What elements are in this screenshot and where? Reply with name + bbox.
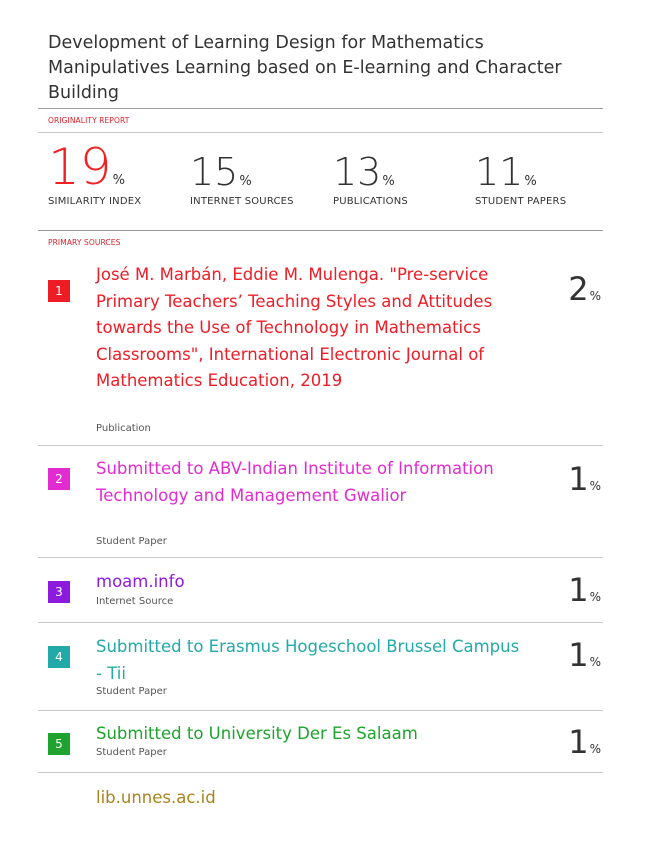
source-percent-value: 1 bbox=[568, 571, 589, 609]
source-type: Student Paper bbox=[96, 747, 167, 758]
stat-similarity-index bbox=[48, 140, 141, 207]
source-percent-value: 2 bbox=[568, 270, 589, 308]
stat-internet-sources bbox=[190, 150, 294, 207]
source-percent bbox=[568, 723, 601, 761]
source-item bbox=[38, 456, 603, 551]
source-divider bbox=[38, 557, 603, 558]
source-percent bbox=[568, 270, 601, 308]
source-number-badge: 5 bbox=[48, 733, 70, 755]
source-item bbox=[38, 262, 603, 442]
source-percent bbox=[568, 571, 601, 609]
similarity-label: SIMILARITY INDEX bbox=[48, 196, 142, 207]
student-papers-label: STUDENT PAPERS bbox=[475, 196, 567, 207]
source-title[interactable]: Submitted to ABV-Indian Institute of Information Technology and Management Gwalior bbox=[96, 459, 494, 505]
similarity-value: 19 bbox=[48, 138, 112, 196]
title-divider bbox=[38, 108, 603, 109]
source-percent bbox=[568, 460, 601, 498]
source-percent-value: 1 bbox=[568, 460, 589, 498]
internet-percent: % bbox=[239, 174, 252, 189]
primary-sources-label: PRIMARY SOURCES bbox=[48, 238, 121, 247]
stats-divider bbox=[38, 230, 603, 231]
source-percent-sign: % bbox=[589, 289, 601, 303]
source-divider bbox=[38, 445, 603, 446]
source-title[interactable]: Submitted to University Der Es Salaam bbox=[96, 724, 418, 743]
source-percent-sign: % bbox=[589, 742, 601, 756]
source-item bbox=[38, 569, 603, 614]
source-divider bbox=[38, 710, 603, 711]
source-divider bbox=[38, 622, 603, 623]
source-item bbox=[38, 721, 603, 766]
source-divider bbox=[38, 772, 603, 773]
stat-publications bbox=[333, 150, 408, 207]
source-number-badge: 1 bbox=[48, 280, 70, 302]
source-percent bbox=[568, 636, 601, 674]
internet-label: INTERNET SOURCES bbox=[190, 196, 294, 207]
document-title: Development of Learning Design for Mathematics Manipulatives Learning based on E-learning and Character Building bbox=[48, 33, 562, 103]
source-title[interactable]: José M. Marbán, Eddie M. Mulenga. "Pre-service Primary Teachers’ Teaching Styles and Attitudes towards the Use of Technology in Mathematics Classrooms", International Electronic Journal of Mathematics Education, 2019 bbox=[96, 265, 493, 390]
source-type: Student Paper bbox=[96, 686, 167, 697]
student-papers-value: 11 bbox=[475, 150, 524, 194]
publications-percent: % bbox=[382, 174, 395, 189]
source-title[interactable]: moam.info bbox=[96, 572, 185, 591]
originality-report-label: ORIGINALITY REPORT bbox=[48, 116, 130, 125]
internet-value: 15 bbox=[190, 150, 239, 194]
source-number-badge: 4 bbox=[48, 646, 70, 668]
source-type: Publication bbox=[96, 423, 151, 434]
source-percent-sign: % bbox=[589, 655, 601, 669]
source-title[interactable]: Submitted to Erasmus Hogeschool Brussel Campus - Tii bbox=[96, 637, 520, 683]
similarity-percent: % bbox=[112, 173, 125, 188]
source-percent-sign: % bbox=[589, 479, 601, 493]
publications-value: 13 bbox=[333, 150, 382, 194]
publications-label: PUBLICATIONS bbox=[333, 196, 408, 207]
source-percent-value: 1 bbox=[568, 723, 589, 761]
source-number-badge: 2 bbox=[48, 468, 70, 490]
stat-student-papers bbox=[475, 150, 566, 207]
source-type: Internet Source bbox=[96, 596, 174, 607]
student-papers-percent: % bbox=[524, 174, 537, 189]
source-item bbox=[38, 634, 603, 704]
footer-source-link[interactable]: lib.unnes.ac.id bbox=[96, 788, 216, 807]
source-number-badge: 3 bbox=[48, 581, 70, 603]
source-type: Student Paper bbox=[96, 536, 167, 547]
source-percent-sign: % bbox=[589, 590, 601, 604]
source-percent-value: 1 bbox=[568, 636, 589, 674]
report-divider bbox=[38, 132, 603, 133]
